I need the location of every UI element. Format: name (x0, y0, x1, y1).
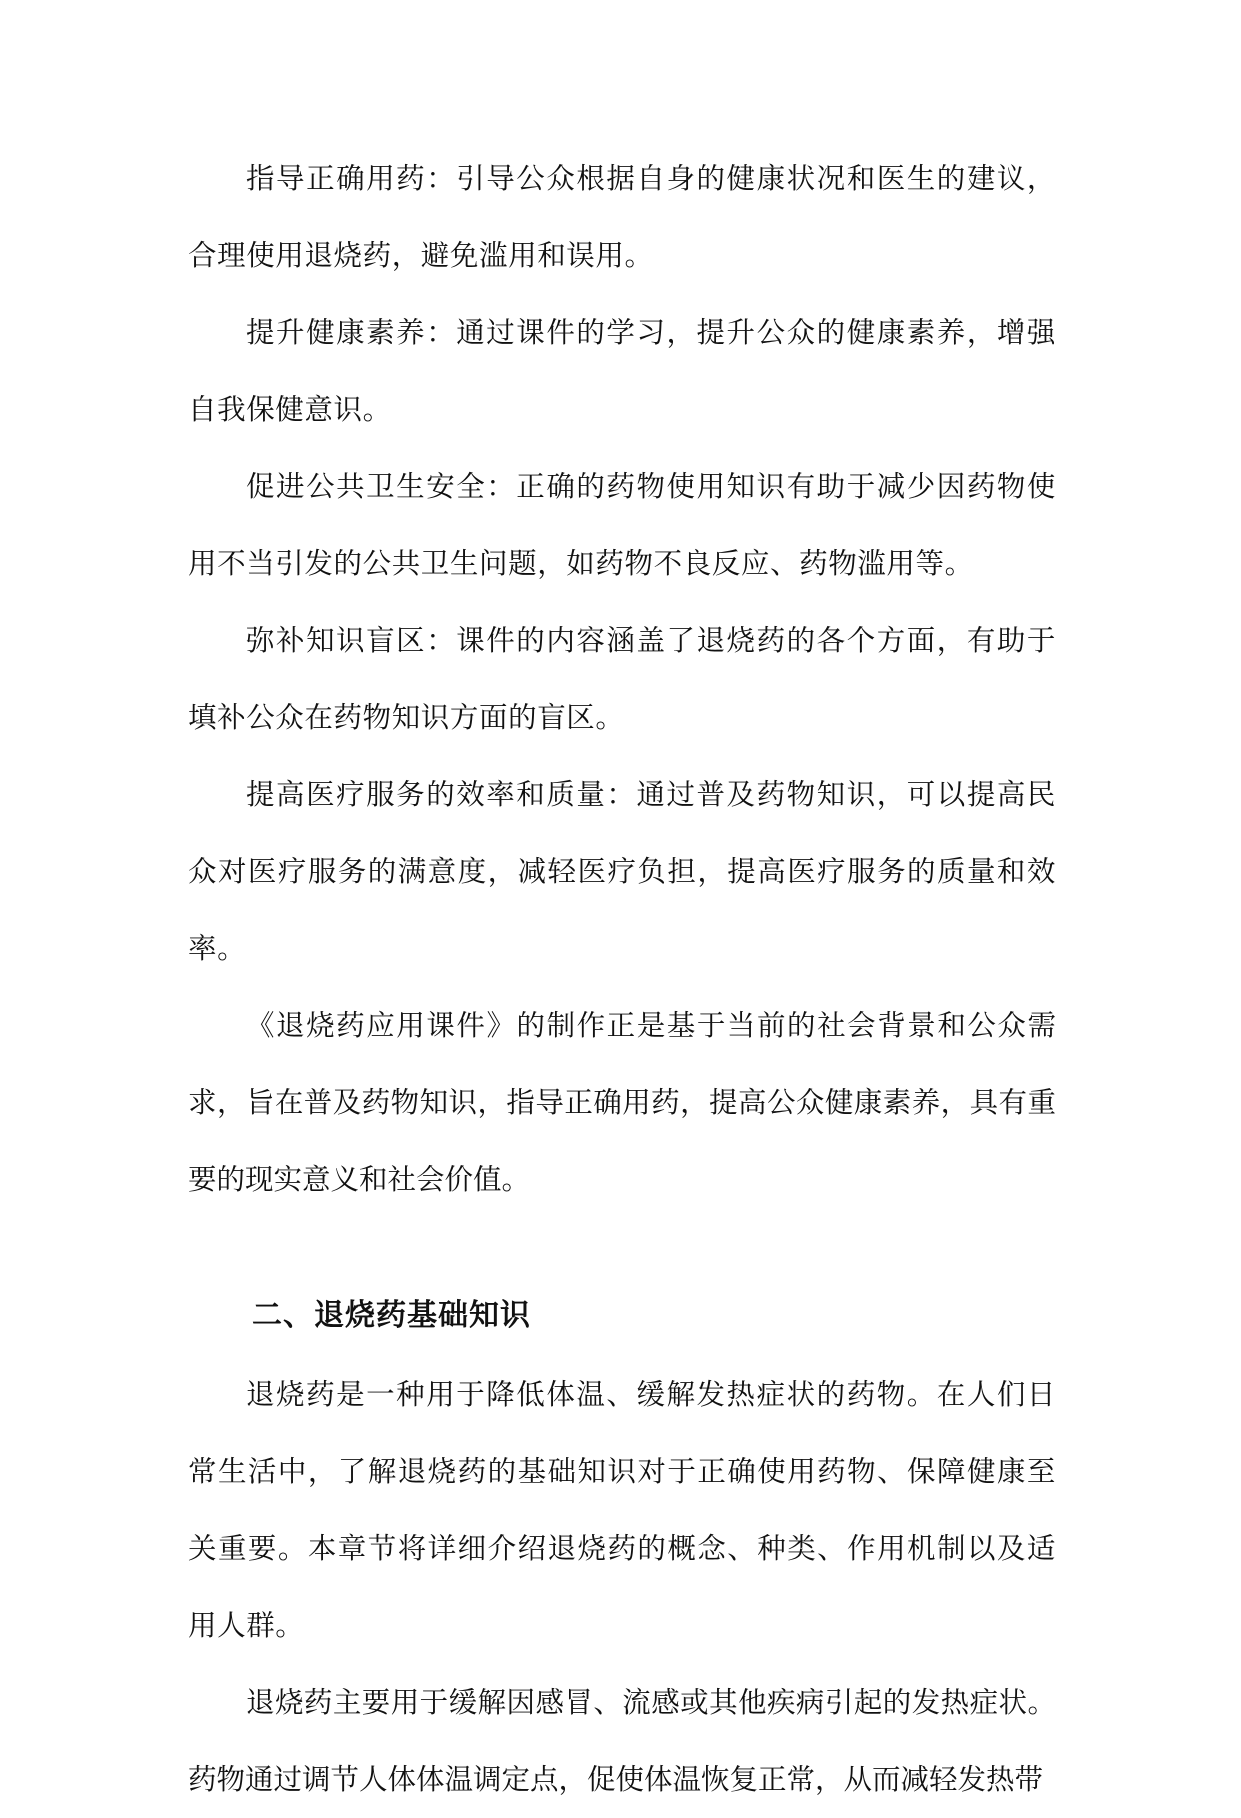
paragraph-courseware-summary: 《退烧药应用课件》的制作正是基于当前的社会背景和公众需求，旨在普及药物知识，指导正确用药，提高公众健康素养，具有重要的现实意义和社会价值。 (188, 1009, 1056, 1196)
paragraph-health-literacy: 提升健康素养：通过课件的学习，提升公众的健康素养，增强自我保健意识。 (188, 316, 1056, 426)
paragraph-public-health: 促进公共卫生安全：正确的药物使用知识有助于减少因药物使用不当引发的公共卫生问题，如药物不良反应、药物滥用等。 (188, 470, 1056, 580)
paragraph-knowledge-gap: 弥补知识盲区：课件的内容涵盖了退烧药的各个方面，有助于填补公众在药物知识方面的盲区。 (188, 624, 1056, 734)
paragraph-guide-medication: 指导正确用药：引导公众根据自身的健康状况和医生的建议，合理使用退烧药，避免滥用和误用。 (188, 162, 1056, 272)
paragraph-antipyretic-usage: 退烧药主要用于缓解因感冒、流感或其他疾病引起的发热症状。药物通过调节人体体温调定点，促使体温恢复正常，从而减轻发热带 (188, 1686, 1056, 1796)
document-body (188, 140, 1056, 1818)
paragraph-antipyretic-intro: 退烧药是一种用于降低体温、缓解发热症状的药物。在人们日常生活中，了解退烧药的基础知识对于正确使用药物、保障健康至关重要。本章节将详细介绍退烧药的概念、种类、作用机制以及适用人群。 (188, 1378, 1056, 1642)
paragraph-medical-service: 提高医疗服务的效率和质量：通过普及药物知识，可以提高民众对医疗服务的满意度，减轻医疗负担，提高医疗服务的质量和效率。 (188, 778, 1056, 965)
section-heading: 二、退烧药基础知识 (252, 1298, 531, 1333)
